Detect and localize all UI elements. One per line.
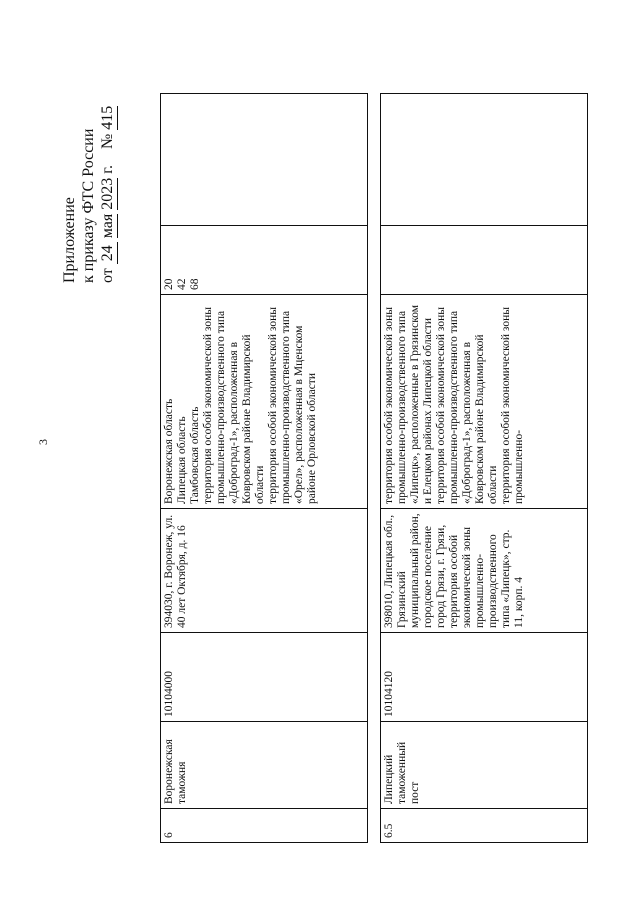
table-row <box>161 94 368 843</box>
region-code: 20 <box>163 278 175 290</box>
zone-item: территория особой экономической зоны промышленно-производственного типа «Доброград-1», расположенная в Ковровском районе Владимирской области <box>435 307 499 504</box>
zone-item: территория особой экономической зоны промышленно-производственного типа «Липецк», расположенные в Грязинском и Елецком районах Липецкой области <box>383 304 434 504</box>
cell-address: 398010, Липецкая обл., Грязинский муниципальный район, городское поселение город Грязи, г. Грязи, территория особой экономической зоны промышленно-производственного типа «Липецк», стр. 11, корп. 4 <box>381 509 588 633</box>
cell-name: Липецкий таможенный пост <box>381 722 588 809</box>
cell-number: 6 <box>161 809 368 843</box>
header-no-label: № <box>99 133 116 149</box>
cell-code: 10104000 <box>161 633 368 722</box>
zone-item: территория особой экономической зоны промышленно-производственного типа «Орел», расположенная в Мценском районе Орловской области <box>267 307 318 504</box>
customs-table-row-6-5 <box>380 93 588 843</box>
cell-extra <box>381 94 588 226</box>
cell-address: 394030, г. Воронеж, ул. 40 лет Октября, д. 16 <box>161 509 368 633</box>
cell-extra <box>161 94 368 226</box>
cell-name: Воронежская таможня <box>161 722 368 809</box>
header-year: 2023 <box>99 177 116 210</box>
table-row <box>381 94 588 843</box>
order-header <box>60 103 118 283</box>
header-prefix: от <box>99 268 116 283</box>
region-item: Липецкая область <box>176 416 188 504</box>
page-number: 3 <box>36 439 50 445</box>
customs-table-row-6 <box>160 93 368 843</box>
header-order-ref: к приказу ФТС России <box>80 128 97 283</box>
header-year-suffix: г. <box>99 164 116 174</box>
region-item: Воронежская область <box>163 398 175 504</box>
cell-region-codes <box>381 226 588 295</box>
cell-territory <box>381 295 588 509</box>
zone-item: территория особой экономической зоны промышленно- <box>500 307 525 504</box>
rotated-page-content <box>61 93 590 843</box>
header-appendix: Приложение <box>61 197 78 283</box>
cell-code: 10104120 <box>381 633 588 722</box>
cell-region-codes <box>161 226 368 295</box>
region-item: Тамбовская область <box>189 406 201 504</box>
header-month: мая <box>99 213 116 239</box>
cell-number: 6.5 <box>381 809 588 843</box>
cell-territory <box>161 295 368 509</box>
header-date-line <box>98 103 118 283</box>
region-code: 42 <box>176 278 188 290</box>
header-order-number: 415 <box>99 105 116 130</box>
header-day: 24 <box>98 242 118 264</box>
zone-item: территория особой экономической зоны промышленно-производственного типа «Доброград-1», расположенная в Ковровском районе Владимирской области <box>202 307 266 504</box>
region-code: 68 <box>189 278 201 290</box>
